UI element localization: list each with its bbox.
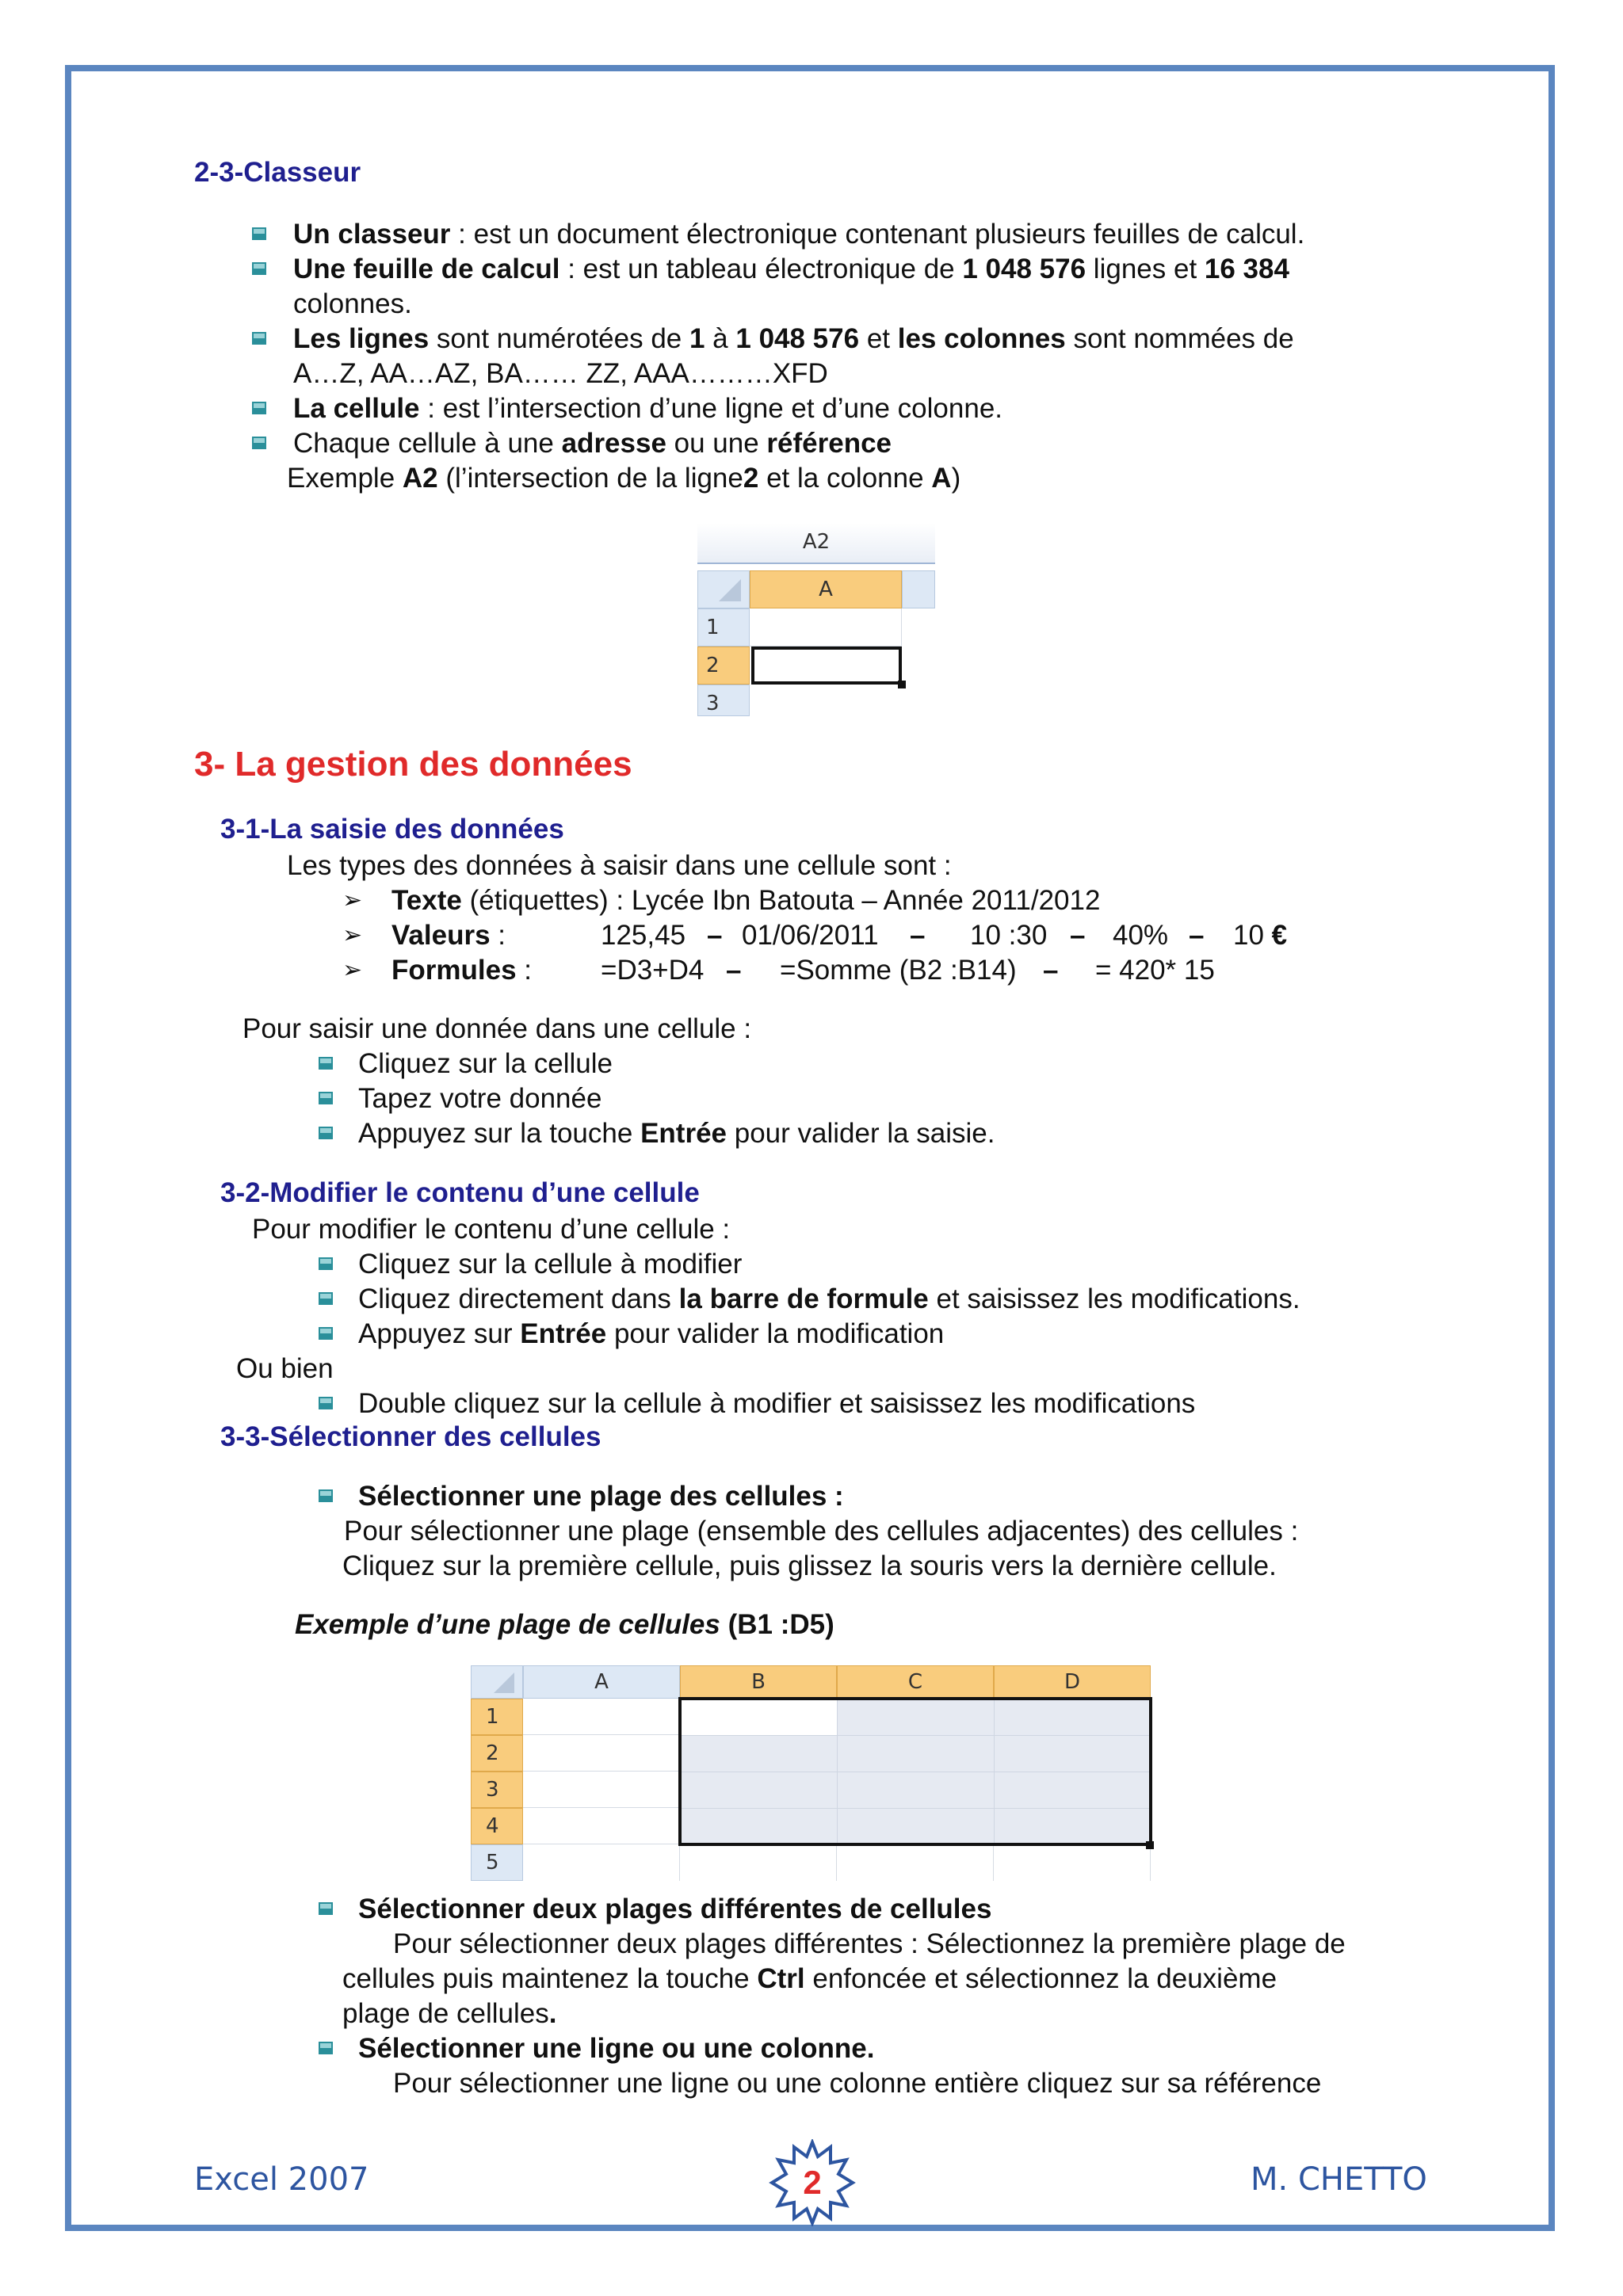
column-header-next [902, 570, 935, 608]
cell [994, 1844, 1151, 1881]
bullet-icon [252, 437, 266, 449]
saisie-step-3: Appuyez sur la touche Entrée pour valider la saisie. [358, 1118, 995, 1149]
row-header-2: 2 [697, 646, 750, 685]
formule-2: =Somme (B2 :B14) [780, 955, 1017, 986]
plage-line-1: Pour sélectionner une plage (ensemble des cellules adjacentes) des cellules : [344, 1516, 1299, 1547]
classeur-bullet-2: Une feuille de calcul : est un tableau électronique de 1 048 576 lignes et 16 384 [293, 254, 1289, 284]
row-header-1: 1 [697, 608, 750, 646]
modifier-intro: Pour modifier le contenu d’une cellule : [252, 1214, 731, 1245]
bullet-icon [252, 332, 266, 345]
arrow-icon: ➢ [342, 957, 363, 983]
page-number-badge [769, 2139, 856, 2226]
name-box-value: A2 [802, 530, 831, 554]
valeur-1: 125,45 [601, 920, 686, 951]
selection-border [678, 1697, 1152, 1846]
cell [523, 1808, 680, 1844]
dash-separator: – [707, 920, 723, 951]
bullet-icon [319, 1327, 333, 1340]
section-3-2-title: 3-2-Modifier le contenu d’une cellule [220, 1177, 700, 1208]
ligne-colonne-line-1: Pour sélectionner une ligne ou une colonne entière cliquez sur sa référence [393, 2068, 1322, 2099]
range-spreadsheet [471, 1665, 1152, 1881]
bullet-icon [319, 1397, 333, 1409]
mini-spreadsheet [697, 523, 935, 716]
valeur-3: 10 :30 [970, 920, 1048, 951]
deux-plages-line-1: Pour sélectionner deux plages différentes : Sélectionnez la première plage de [393, 1928, 1346, 1959]
column-header-d: D [994, 1665, 1151, 1699]
cell [523, 1772, 680, 1808]
dash-separator: – [1070, 920, 1086, 951]
deux-plages-line-2: cellules puis maintenez la touche Ctrl enfoncée et sélectionnez la deuxième [342, 1963, 1277, 1994]
deux-plages-line-3: plage de cellules. [342, 1998, 557, 2029]
bullet-icon [252, 402, 266, 414]
name-box [697, 523, 935, 564]
bullet-icon [252, 227, 266, 240]
modifier-step-1: Cliquez sur la cellule à modifier [358, 1249, 743, 1280]
bullet-icon [319, 1057, 333, 1070]
column-header-c: C [837, 1665, 994, 1699]
saisie-step-2: Tapez votre donnée [358, 1083, 602, 1114]
bullet-icon [319, 1489, 333, 1502]
arrow-icon: ➢ [342, 887, 363, 913]
cell [523, 1699, 680, 1735]
bullet-icon [319, 1092, 333, 1104]
dash-separator: – [1043, 955, 1059, 986]
row-header-3: 3 [471, 1772, 523, 1808]
plage-title: Sélectionner une plage des cellules : [358, 1481, 844, 1512]
section-2-3-title: 2-3-Classeur [194, 157, 361, 188]
section-3-1-title: 3-1-La saisie des données [220, 814, 564, 845]
valeur-4: 40% [1113, 920, 1169, 951]
cell [523, 1844, 680, 1881]
cell [837, 1844, 994, 1881]
dash-separator: – [910, 920, 926, 951]
modifier-step-2: Cliquez directement dans la barre de formule et saisissez les modifications. [358, 1283, 1300, 1314]
type-formules: Formules : [391, 955, 532, 986]
column-header-b: B [680, 1665, 837, 1699]
page-number: 2 [803, 2164, 822, 2201]
fill-handle [1146, 1841, 1154, 1849]
formule-1: =D3+D4 [601, 955, 705, 986]
row-header-4: 4 [471, 1808, 523, 1844]
saisie-intro: Les types des données à saisir dans une cellule sont : [287, 850, 952, 881]
saisie-how: Pour saisir une donnée dans une cellule : [242, 1013, 752, 1044]
select-all-corner [697, 570, 750, 608]
plage-line-2: Cliquez sur la première cellule, puis glissez la souris vers la dernière cellule. [342, 1550, 1277, 1581]
classeur-example: Exemple A2 (l’intersection de la ligne2 et la colonne A) [287, 463, 961, 494]
row-header-1: 1 [471, 1699, 523, 1735]
type-texte: Texte (étiquettes) : Lycée Ibn Batouta – Année 2011/2012 [391, 885, 1101, 916]
section-3-title: 3- La gestion des données [194, 745, 632, 784]
cell-a2-selected [751, 646, 902, 685]
classeur-bullet-5: Chaque cellule à une adresse ou une référence [293, 428, 892, 459]
select-all-corner [471, 1665, 523, 1699]
modifier-step-3: Appuyez sur Entrée pour valider la modification [358, 1318, 945, 1349]
row-header-3: 3 [697, 685, 750, 716]
classeur-bullet-1: Un classeur : est un document électronique contenant plusieurs feuilles de calcul. [293, 219, 1305, 250]
bullet-icon [319, 1292, 333, 1305]
dash-separator: – [726, 955, 742, 986]
bullet-icon [319, 1127, 333, 1139]
row-header-5: 5 [471, 1844, 523, 1881]
column-header-a: A [750, 570, 902, 608]
valeur-5: 10 € [1233, 920, 1288, 951]
footer-right: M. CHETTO [1251, 2161, 1427, 2198]
cell-a1 [750, 608, 902, 646]
classeur-bullet-2-cont: colonnes. [293, 288, 412, 319]
ligne-colonne-title: Sélectionner une ligne ou une colonne. [358, 2033, 875, 2064]
cell [523, 1735, 680, 1772]
plage-example: Exemple d’une plage de cellules (B1 :D5) [295, 1609, 834, 1640]
bullet-icon [319, 1902, 333, 1915]
bullet-icon [319, 2042, 333, 2054]
deux-plages-title: Sélectionner deux plages différentes de cellules [358, 1894, 992, 1924]
classeur-bullet-3-cont: A…Z, AA…AZ, BA…… ZZ, AAA………XFD [293, 358, 828, 389]
bullet-icon [319, 1257, 333, 1270]
cell [680, 1844, 837, 1881]
ou-bien: Ou bien [236, 1353, 334, 1384]
modifier-alt: Double cliquez sur la cellule à modifier et saisissez les modifications [358, 1388, 1196, 1419]
saisie-step-1: Cliquez sur la cellule [358, 1048, 613, 1079]
bullet-icon [252, 262, 266, 275]
dash-separator: – [1189, 920, 1205, 951]
valeur-2: 01/06/2011 [742, 920, 879, 951]
section-3-3-title: 3-3-Sélectionner des cellules [220, 1421, 601, 1452]
footer-left: Excel 2007 [194, 2161, 369, 2198]
formule-3: = 420* 15 [1095, 955, 1215, 986]
classeur-bullet-3: Les lignes sont numérotées de 1 à 1 048 576 et les colonnes sont nommées de [293, 323, 1294, 354]
arrow-icon: ➢ [342, 922, 363, 948]
column-header-a: A [523, 1665, 680, 1699]
classeur-bullet-4: La cellule : est l’intersection d’une ligne et d’une colonne. [293, 393, 1003, 424]
type-valeurs: Valeurs : [391, 920, 506, 951]
fill-handle [898, 681, 906, 688]
row-header-2: 2 [471, 1735, 523, 1772]
